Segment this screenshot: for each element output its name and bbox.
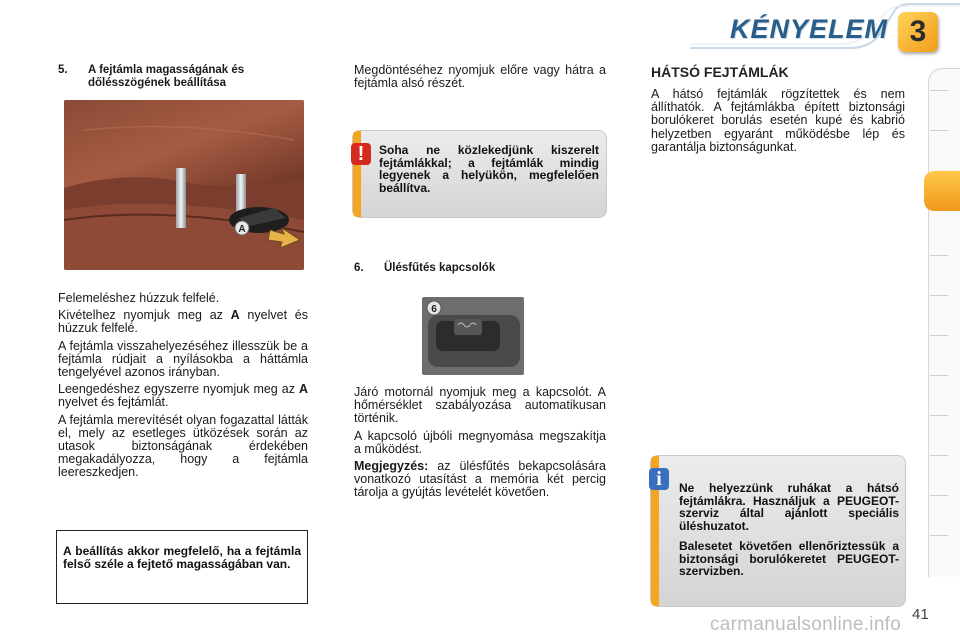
rear-headrests-heading: HÁTSÓ FEJTÁMLÁK	[651, 64, 789, 80]
rear-headrests-paragraph: A hátsó fejtámlák rögzítettek és nem állíthatók. A fejtámlákba épített biztonsági borulókeret borulás esetén kupé és kabrió helyzetben egyaránt működésbe lép és garantálja biztonságunkat.	[651, 87, 905, 154]
paragraph: Kivételhez nyomjuk meg az A nyelvet és húzzuk felfelé.	[58, 308, 308, 336]
tab-divider	[930, 255, 948, 256]
tab-divider	[930, 130, 948, 131]
chapter-tab-rail	[928, 68, 960, 577]
section-5-heading: 5. A fejtámla magasságának és dőlésszögének beállítása	[58, 64, 245, 89]
tab-divider	[930, 90, 948, 91]
adjustment-note-box: A beállítás akkor megfelelő, ha a fejtámla felső széle a fejtető magasságában van.	[56, 530, 308, 604]
chapter-title: KÉNYELEM	[729, 14, 888, 44]
paragraph: A fejtámla merevítését olyan fogazattal látták el, mely az esetleges ütközések során az utasok biztonságának érdekében megakadályozza, hogy a fejtámla leereszkedjen.	[58, 412, 308, 480]
page-number: 41	[912, 606, 929, 623]
tab-divider	[930, 335, 948, 336]
warning-notice: ! Soha ne közlekedjünk kiszerelt fejtámlákkal; a fejtámlák mindig legyenek a helyükön, megfelelően beállítva.	[352, 130, 607, 218]
chapter-number-badge: 3	[898, 12, 938, 52]
tab-divider	[930, 415, 948, 416]
paragraph: Leengedéshez egyszerre nyomjuk meg az A nyelvet és fejtámlát.	[58, 382, 308, 410]
tab-divider	[930, 375, 948, 376]
tab-divider	[930, 455, 948, 456]
paragraph: Járó motornál nyomjuk meg a kapcsolót. A hőmérséklet szabályozása automatikusan történik.	[354, 385, 606, 426]
info-icon: i	[649, 468, 669, 490]
paragraph: Felemeléshez húzzuk felfelé.	[58, 291, 220, 305]
section-5-body	[58, 292, 308, 484]
warning-icon: !	[351, 143, 371, 165]
photo-callout-6: 6	[431, 304, 437, 315]
seat-heating-switch-photo	[422, 297, 524, 375]
paragraph: A kapcsoló újbóli megnyomása megszakítja a működést.	[354, 428, 606, 456]
tab-divider	[930, 535, 948, 536]
headrest-photo	[64, 100, 304, 270]
section-6-heading: 6. Ülésfűtés kapcsolók	[354, 262, 496, 274]
photo-callout-a: A	[238, 224, 246, 235]
watermark: carmanualsonline.info	[710, 614, 902, 635]
chapter-tab-active[interactable]	[924, 171, 960, 211]
tab-divider	[930, 295, 948, 296]
paragraph: A fejtámla visszahelyezéséhez illesszük be a fejtámla rúdjait a nyílásokba a háttámla tengelyével azonos irányban.	[58, 338, 308, 380]
paragraph: Megjegyzés: az ülésfűtés bekapcsolására vonatkozó utasítást a memória két percig tárolja a gyújtás levételét követően.	[354, 459, 606, 500]
tilt-instruction: Megdöntéséhez nyomjuk előre vagy hátra a fejtámla alsó részét.	[354, 63, 606, 91]
section-6-body	[354, 386, 606, 504]
info-notice: i Ne helyezzünk ruhákat a hátsó fejtámlákra. Használjuk a PEUGEOT-szerviz által ajánlott speciális üléshuzatot. Balesetet követően ellenőriztessük a biztonsági borulókeretet PEUGEOT-szervizben.	[650, 455, 906, 607]
tab-divider	[930, 495, 948, 496]
